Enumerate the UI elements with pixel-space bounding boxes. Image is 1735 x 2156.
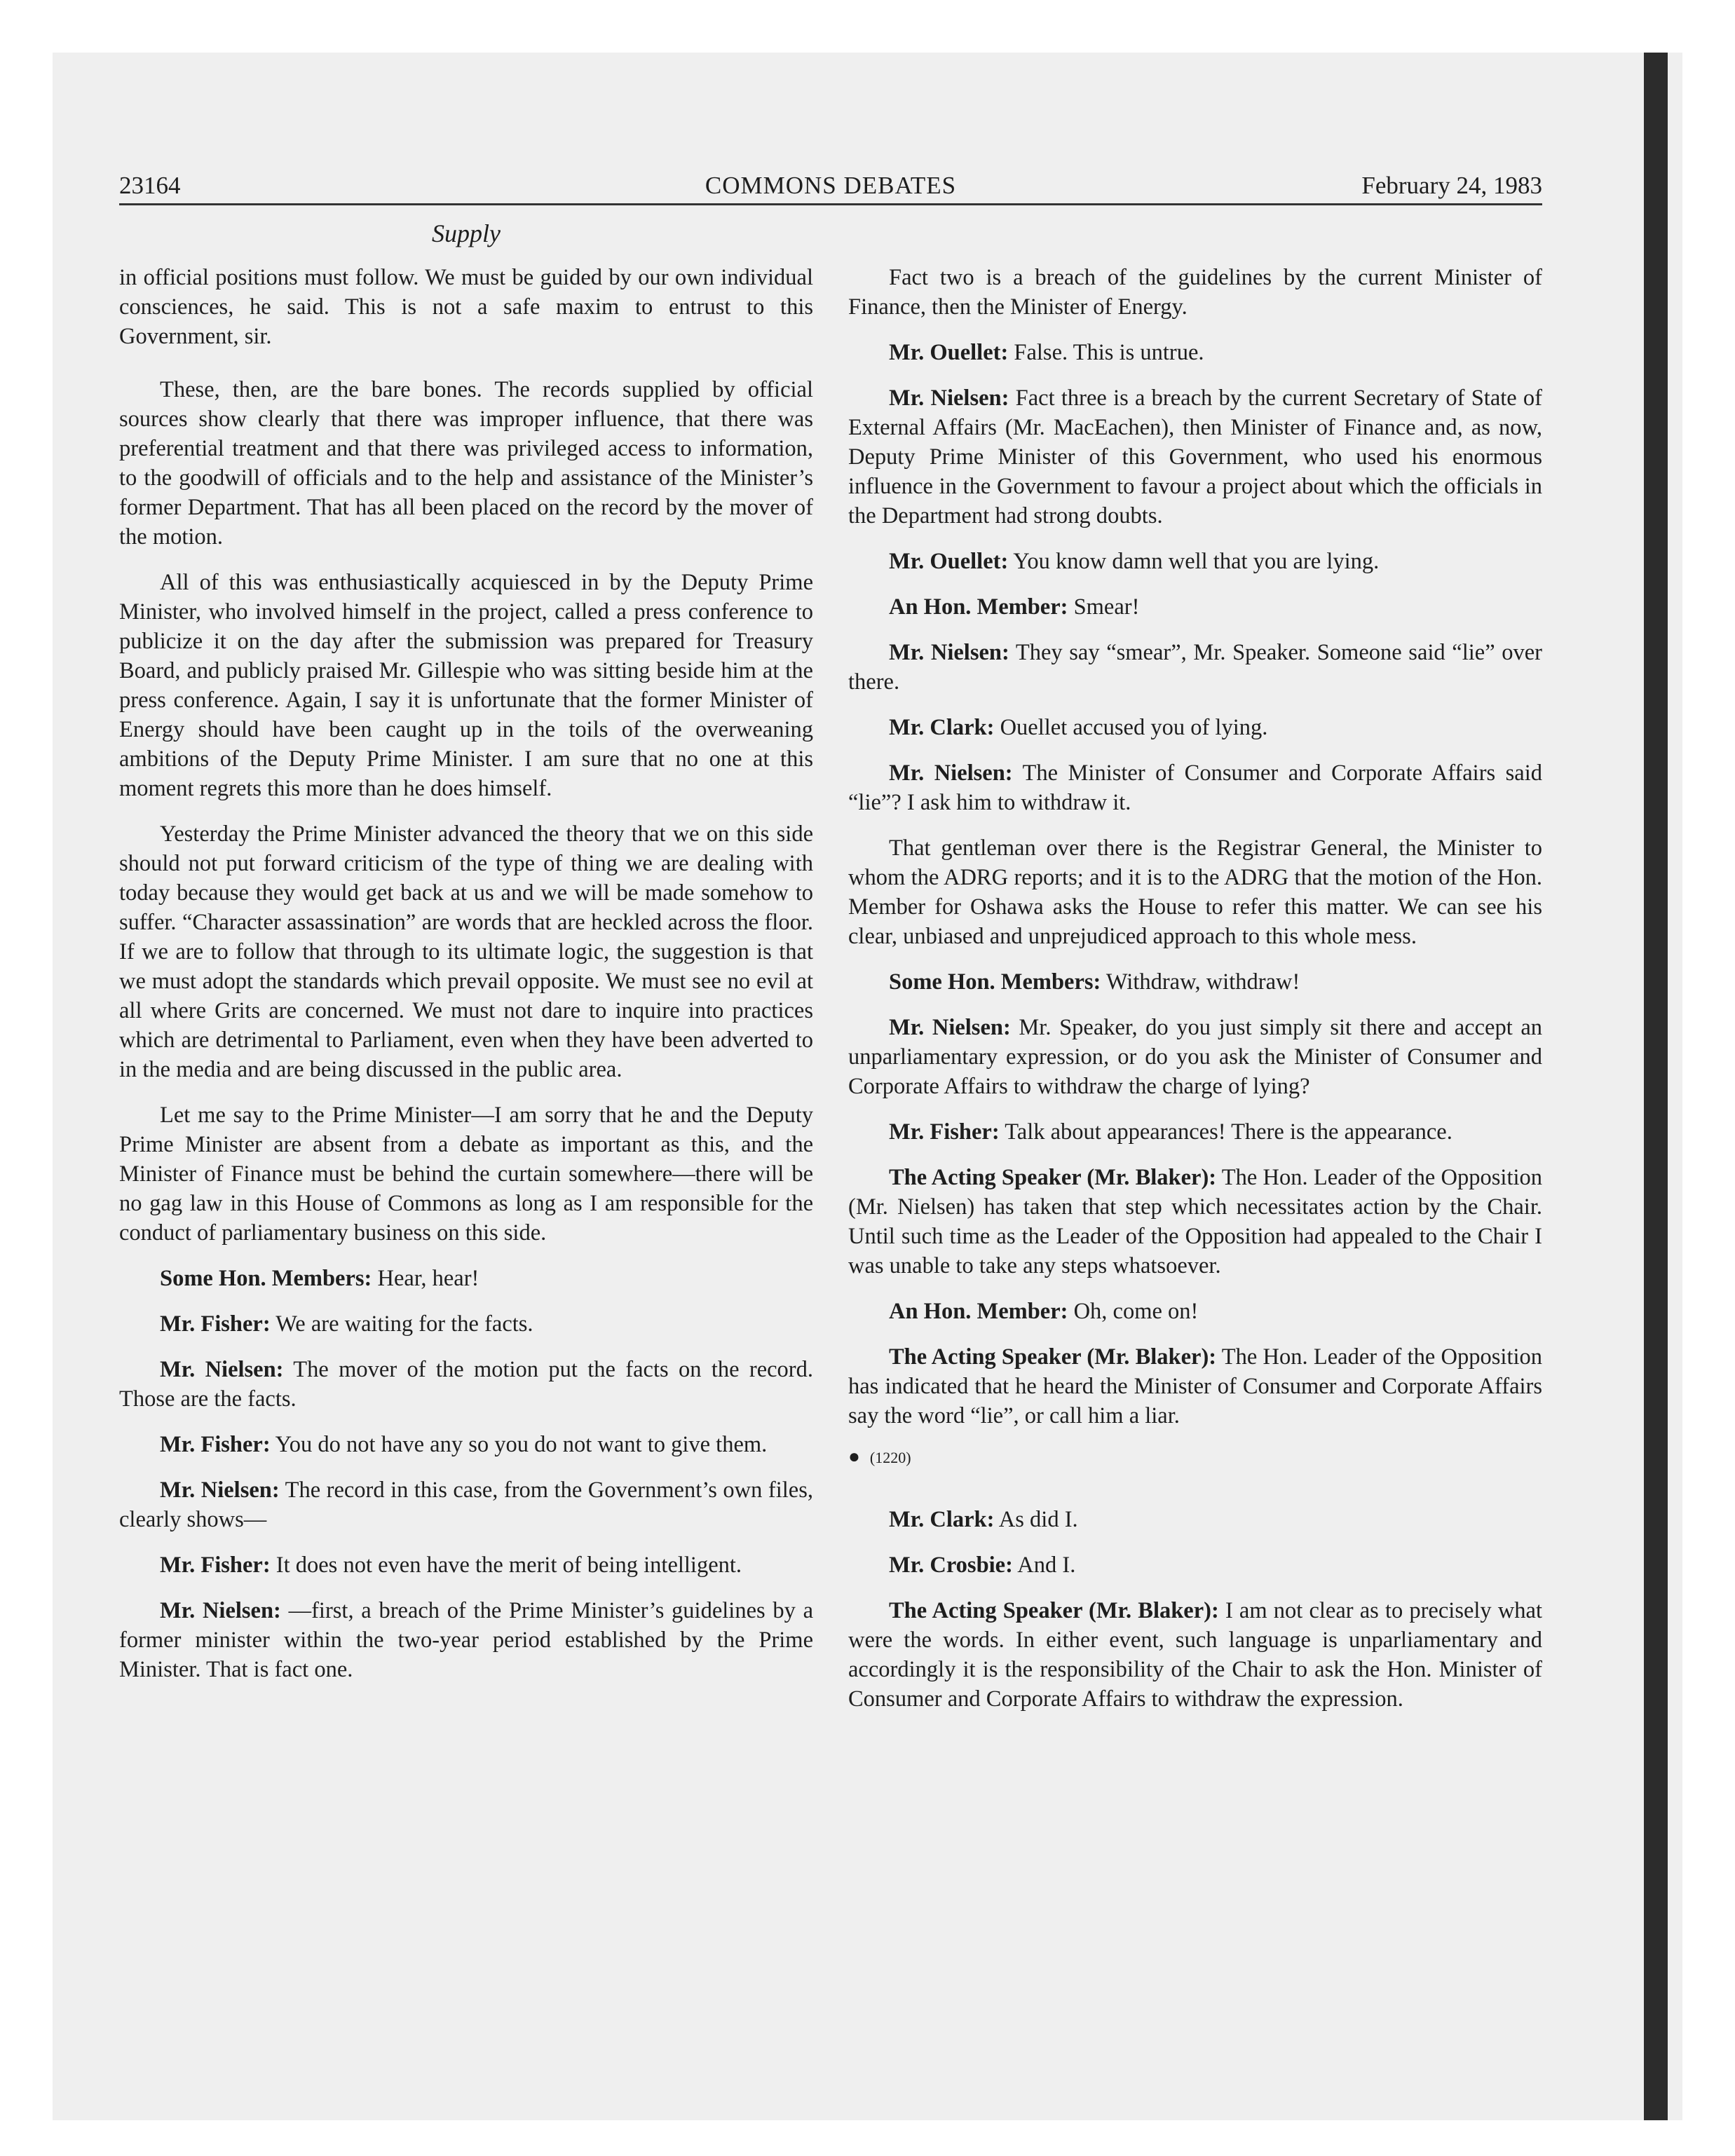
paragraph — [848, 1596, 1542, 1714]
paragraph-text: Hear, hear! — [377, 1266, 479, 1291]
paragraph-text: Yesterday the Prime Minister advanced the theory that we on this side should not put forward criticism of the type of thing we are dealing with today because they would get back at us and we will be made somehow to suffer. “Character assassination” are words that are heckled across the floor. If we are to follow that through to its ultimate logic, the suggestion is that we must adopt the standards which prevail opposite. We must see no evil at all where Grits are concerned. We must not dare to inquire into practices which are detrimental to Parliament, even when they have been adverted to in the media and are being discussed in the public area. — [119, 821, 813, 1082]
page-number: 23164 — [119, 172, 181, 199]
speaker-name: Mr. Nielsen: — [889, 760, 1013, 786]
paragraph-text: And I. — [1017, 1553, 1076, 1578]
paragraph — [848, 338, 1542, 367]
speaker-name: Mr. Fisher: — [160, 1553, 271, 1578]
paragraph — [848, 1297, 1542, 1326]
paragraph — [119, 1596, 813, 1684]
paragraph-text: —first, a breach of the Prime Minister’s guidelines by a former minister within the two-year period established by the Prime Minister. That is fact one. — [119, 1598, 814, 1682]
time-marker-label: (1220) — [869, 1449, 911, 1466]
paragraph-text: Mr. Speaker, do you just simply sit there and accept an unparliamentary expression, or do you ask the Minister of Consumer and Corporate Affairs to withdraw the charge of lying? — [848, 1015, 1543, 1099]
speaker-name: An Hon. Member: — [889, 594, 1068, 620]
paragraph-text: Let me say to the Prime Minister—I am sorry that he and the Deputy Prime Minister are absent from a debate as important as this, and the Minister of Finance must be behind the curtain somewhere—there will be no gag law in this House of Commons as long as I am responsible for the conduct of parliamentary business on this side. — [119, 1103, 813, 1246]
paragraph-text: We are waiting for the facts. — [275, 1311, 533, 1337]
paragraph — [119, 375, 813, 552]
speaker-name: The Acting Speaker (Mr. Blaker): — [889, 1598, 1219, 1623]
paragraph-text: These, then, are the bare bones. The records supplied by official sources show clearly that there was improper influence, that there was preferential treatment and that there was privileged access to information, to the goodwill of officials and to the help and assistance of the Minister’s former Department. That has all been placed on the record by the mover of the motion. — [119, 377, 813, 550]
paragraph-text: You do not have any so you do not want to give them. — [275, 1432, 768, 1457]
page-header — [119, 168, 1542, 205]
speaker-name: Some Hon. Members: — [889, 969, 1101, 995]
paragraph — [119, 1475, 813, 1534]
paragraph — [848, 1505, 1542, 1534]
speaker-name: Mr. Nielsen: — [889, 1015, 1011, 1040]
scan-edge-bar — [1644, 53, 1668, 2120]
speaker-name: Mr. Fisher: — [889, 1119, 1000, 1145]
speaker-name: Mr. Nielsen: — [889, 640, 1009, 665]
paragraph-text: Ouellet accused you of lying. — [1000, 715, 1268, 740]
speaker-name: Mr. Ouellet: — [889, 549, 1009, 574]
time-marker — [848, 1447, 1542, 1468]
paragraph-text: As did I. — [998, 1507, 1078, 1532]
paragraph-text: in official positions must follow. We must be guided by our own individual consciences, he said. This is not a safe maxim to entrust to this Government, sir. — [119, 265, 813, 349]
speaker-name: Mr. Nielsen: — [889, 386, 1009, 411]
paragraph — [119, 1309, 813, 1339]
speaker-name: Mr. Crosbie: — [889, 1553, 1013, 1578]
paragraph — [119, 263, 813, 351]
speaker-name: Mr. Fisher: — [160, 1311, 271, 1337]
paragraph-text: Fact three is a breach by the current Secretary of State of External Affairs (Mr. MacEachen), then Minister of Finance and, as now, Deputy Prime Minister of this Government, who used his enormous influence in the Government to favour a project about which the officials in the Department had strong doubts. — [848, 386, 1543, 528]
paragraph — [848, 1163, 1542, 1281]
paragraph — [848, 638, 1542, 697]
paragraph-text: Withdraw, withdraw! — [1105, 969, 1300, 995]
paragraph-text: They say “smear”, Mr. Speaker. Someone said “lie” over there. — [848, 640, 1542, 695]
paragraph-text: You know damn well that you are lying. — [1013, 549, 1380, 574]
right-column — [848, 263, 1542, 1730]
paragraph — [119, 1264, 813, 1293]
paragraph — [848, 1117, 1542, 1147]
paragraph — [848, 1342, 1542, 1431]
speaker-name: Mr. Ouellet: — [889, 340, 1009, 365]
paragraph-text: It does not even have the merit of being intelligent. — [275, 1553, 742, 1578]
paragraph — [848, 713, 1542, 742]
bullet-icon: ● — [848, 1446, 860, 1468]
paragraph-text: Talk about appearances! There is the appearance. — [1005, 1119, 1452, 1145]
paragraph — [848, 1550, 1542, 1580]
publication-title: COMMONS DEBATES — [705, 172, 957, 199]
paragraph-text: The Hon. Leader of the Opposition (Mr. Nielsen) has taken that step which necessitates action by the Chair. Until such time as the Leader of the Opposition had appealed to the Chair I was unable to take any steps whatsoever. — [848, 1165, 1543, 1278]
paragraph-text: That gentleman over there is the Registrar General, the Minister to whom the ADRG reports; and it is to the ADRG that the motion of the Hon. Member for Oshawa asks the House to refer this matter. We can see his clear, unbiased and unprejudiced approach to this whole mess. — [848, 835, 1542, 949]
paragraph-text: The Hon. Leader of the Opposition has indicated that he heard the Minister of Consumer and Corporate Affairs say the word “lie”, or call him a liar. — [848, 1344, 1543, 1428]
paragraph — [848, 263, 1542, 322]
paragraph-text: Fact two is a breach of the guidelines by the current Minister of Finance, then the Minister of Energy. — [848, 265, 1542, 320]
paragraph-text: The record in this case, from the Government’s own files, clearly shows— — [119, 1478, 813, 1532]
paragraph-text: False. This is untrue. — [1014, 340, 1204, 365]
paragraph-text: The Minister of Consumer and Corporate Affairs said “lie”? I ask him to withdraw it. — [848, 760, 1543, 815]
paragraph — [848, 967, 1542, 997]
speaker-name: Mr. Fisher: — [160, 1432, 271, 1457]
paragraph — [119, 1355, 813, 1414]
paragraph-text: All of this was enthusiastically acquiesced in by the Deputy Prime Minister, who involved himself in the project, called a press conference to publicize it on the day after the submission was prepared for Treasury Board, and publicly praised Mr. Gillespie who was sitting beside him at the press conference. Again, I say it is unfortunate that the former Minister of Energy should have been caught up in the toils of the overweaning ambitions of the Deputy Prime Minister. I am sure that no one at this moment regrets this more than he does himself. — [119, 570, 813, 801]
section-title: Supply — [432, 219, 501, 247]
paragraph — [119, 1100, 813, 1248]
paragraph — [848, 383, 1542, 531]
paragraph — [848, 1013, 1542, 1101]
speaker-name: An Hon. Member: — [889, 1299, 1068, 1324]
paragraph — [119, 819, 813, 1084]
speaker-name: Mr. Nielsen: — [160, 1357, 284, 1382]
paragraph — [119, 568, 813, 803]
paragraph — [848, 547, 1542, 576]
speaker-name: The Acting Speaker (Mr. Blaker): — [889, 1344, 1217, 1370]
paragraph-text: I am not clear as to precisely what were the words. In either event, such language is unparliamentary and accordingly it is the responsibility of the Chair to ask the Hon. Minister of Consumer and Corporate Affairs to withdraw the expression. — [848, 1598, 1542, 1712]
publication-date: February 24, 1983 — [1361, 172, 1542, 199]
paragraph-text: Smear! — [1073, 594, 1140, 620]
paragraph — [848, 833, 1542, 951]
paragraph-text: The mover of the motion put the facts on the record. Those are the facts. — [119, 1357, 813, 1412]
paragraph — [119, 1550, 813, 1580]
speaker-name: Mr. Nielsen: — [160, 1478, 280, 1503]
speaker-name: Mr. Clark: — [889, 715, 995, 740]
left-column — [119, 263, 813, 1700]
speaker-name: Some Hon. Members: — [160, 1266, 372, 1291]
paragraph — [848, 592, 1542, 622]
paragraph — [119, 1430, 813, 1459]
speaker-name: Mr. Nielsen: — [160, 1598, 281, 1623]
paragraph-text: Oh, come on! — [1073, 1299, 1199, 1324]
paragraph — [848, 758, 1542, 817]
speaker-name: The Acting Speaker (Mr. Blaker): — [889, 1165, 1217, 1190]
speaker-name: Mr. Clark: — [889, 1507, 995, 1532]
